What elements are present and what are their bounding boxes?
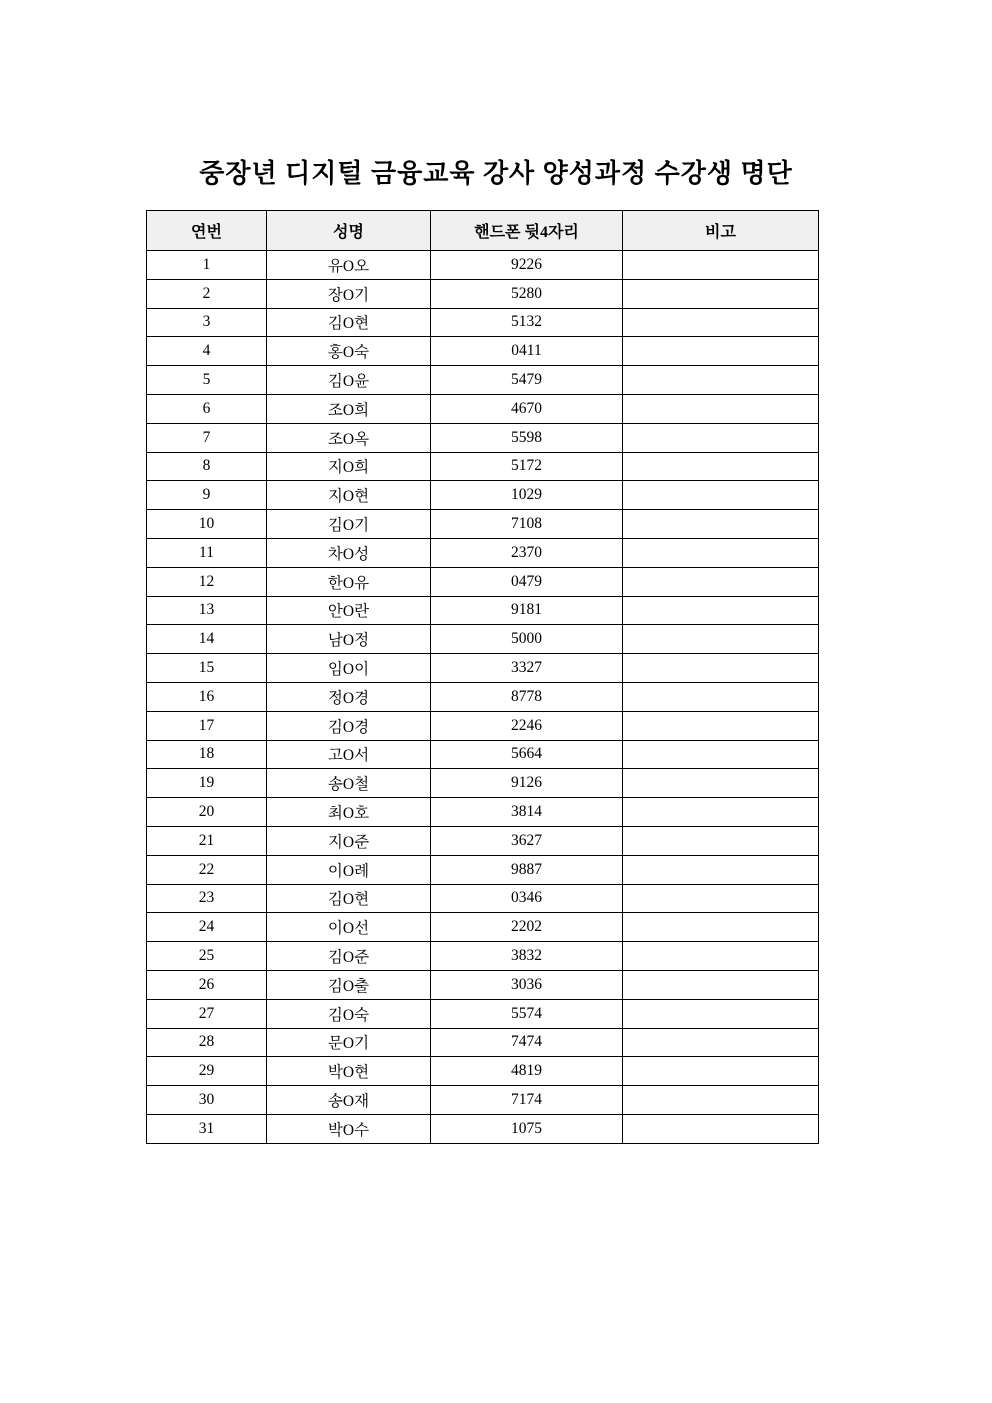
table-row [147, 423, 819, 452]
table-row [147, 913, 819, 942]
cell-note [623, 423, 819, 452]
cell-serial: 6 [147, 394, 267, 423]
table-row [147, 826, 819, 855]
column-header-name: 성명 [267, 211, 431, 251]
cell-serial: 15 [147, 654, 267, 683]
cell-note [623, 884, 819, 913]
cell-phone: 1075 [431, 1114, 623, 1143]
cell-name: 김O현 [267, 308, 431, 337]
cell-note [623, 1057, 819, 1086]
cell-phone: 9226 [431, 251, 623, 280]
table-row [147, 769, 819, 798]
cell-name: 김O윤 [267, 366, 431, 395]
cell-note [623, 999, 819, 1028]
cell-serial: 10 [147, 510, 267, 539]
table-row [147, 740, 819, 769]
cell-note [623, 654, 819, 683]
table-row [147, 999, 819, 1028]
table-row [147, 711, 819, 740]
cell-note [623, 942, 819, 971]
cell-note [623, 1028, 819, 1057]
cell-phone: 3036 [431, 970, 623, 999]
cell-phone: 0346 [431, 884, 623, 913]
cell-serial: 5 [147, 366, 267, 395]
cell-phone: 5172 [431, 452, 623, 481]
cell-serial: 27 [147, 999, 267, 1028]
cell-name: 정O경 [267, 682, 431, 711]
cell-name: 김O경 [267, 711, 431, 740]
table-row [147, 1057, 819, 1086]
cell-serial: 16 [147, 682, 267, 711]
cell-phone: 2202 [431, 913, 623, 942]
cell-serial: 26 [147, 970, 267, 999]
cell-name: 김O기 [267, 510, 431, 539]
cell-name: 조O희 [267, 394, 431, 423]
cell-serial: 25 [147, 942, 267, 971]
cell-phone: 2246 [431, 711, 623, 740]
table-row [147, 538, 819, 567]
cell-phone: 1029 [431, 481, 623, 510]
cell-note [623, 510, 819, 539]
cell-serial: 2 [147, 279, 267, 308]
cell-note [623, 538, 819, 567]
cell-phone: 5574 [431, 999, 623, 1028]
cell-note [623, 625, 819, 654]
cell-note [623, 452, 819, 481]
cell-serial: 4 [147, 337, 267, 366]
cell-name: 박O수 [267, 1114, 431, 1143]
cell-serial: 11 [147, 538, 267, 567]
cell-name: 고O서 [267, 740, 431, 769]
cell-phone: 5598 [431, 423, 623, 452]
cell-name: 최O호 [267, 798, 431, 827]
cell-note [623, 711, 819, 740]
column-header-note: 비고 [623, 211, 819, 251]
cell-serial: 9 [147, 481, 267, 510]
cell-phone: 4819 [431, 1057, 623, 1086]
table-row [147, 798, 819, 827]
cell-serial: 23 [147, 884, 267, 913]
cell-phone: 2370 [431, 538, 623, 567]
cell-serial: 22 [147, 855, 267, 884]
cell-phone: 9887 [431, 855, 623, 884]
cell-phone: 9126 [431, 769, 623, 798]
cell-name: 김O숙 [267, 999, 431, 1028]
cell-name: 유O오 [267, 251, 431, 280]
cell-serial: 21 [147, 826, 267, 855]
table-row [147, 308, 819, 337]
student-table-body [147, 251, 819, 1144]
table-row [147, 596, 819, 625]
cell-serial: 1 [147, 251, 267, 280]
column-header-serial: 연번 [147, 211, 267, 251]
cell-serial: 3 [147, 308, 267, 337]
cell-phone: 0479 [431, 567, 623, 596]
table-row [147, 394, 819, 423]
cell-serial: 14 [147, 625, 267, 654]
cell-serial: 19 [147, 769, 267, 798]
cell-name: 박O현 [267, 1057, 431, 1086]
cell-name: 지O현 [267, 481, 431, 510]
cell-serial: 12 [147, 567, 267, 596]
cell-note [623, 769, 819, 798]
table-row [147, 251, 819, 280]
table-row [147, 337, 819, 366]
table-row [147, 884, 819, 913]
table-row [147, 481, 819, 510]
cell-name: 차O성 [267, 538, 431, 567]
cell-note [623, 251, 819, 280]
table-row [147, 970, 819, 999]
table-row [147, 654, 819, 683]
table-row [147, 510, 819, 539]
table-row [147, 942, 819, 971]
cell-note [623, 337, 819, 366]
cell-note [623, 596, 819, 625]
cell-phone: 5479 [431, 366, 623, 395]
cell-name: 장O기 [267, 279, 431, 308]
cell-serial: 29 [147, 1057, 267, 1086]
cell-note [623, 855, 819, 884]
cell-note [623, 826, 819, 855]
cell-name: 이O선 [267, 913, 431, 942]
cell-name: 송O철 [267, 769, 431, 798]
cell-note [623, 567, 819, 596]
cell-note [623, 394, 819, 423]
cell-phone: 3327 [431, 654, 623, 683]
cell-serial: 28 [147, 1028, 267, 1057]
cell-phone: 5000 [431, 625, 623, 654]
cell-note [623, 913, 819, 942]
cell-phone: 3832 [431, 942, 623, 971]
table-header [147, 211, 819, 251]
table-row [147, 567, 819, 596]
cell-name: 문O기 [267, 1028, 431, 1057]
cell-phone: 7474 [431, 1028, 623, 1057]
cell-serial: 17 [147, 711, 267, 740]
cell-phone: 7174 [431, 1086, 623, 1115]
cell-serial: 20 [147, 798, 267, 827]
table-row [147, 1028, 819, 1057]
cell-name: 지O희 [267, 452, 431, 481]
cell-name: 임O이 [267, 654, 431, 683]
cell-note [623, 682, 819, 711]
cell-serial: 13 [147, 596, 267, 625]
cell-note [623, 1114, 819, 1143]
cell-phone: 3627 [431, 826, 623, 855]
cell-name: 김O현 [267, 884, 431, 913]
table-row [147, 366, 819, 395]
cell-phone: 9181 [431, 596, 623, 625]
cell-phone: 0411 [431, 337, 623, 366]
cell-name: 조O옥 [267, 423, 431, 452]
cell-serial: 18 [147, 740, 267, 769]
cell-note [623, 740, 819, 769]
cell-name: 한O유 [267, 567, 431, 596]
column-header-phone: 핸드폰 뒷4자리 [431, 211, 623, 251]
cell-name: 안O란 [267, 596, 431, 625]
cell-serial: 30 [147, 1086, 267, 1115]
table-row [147, 452, 819, 481]
cell-phone: 8778 [431, 682, 623, 711]
cell-name: 김O준 [267, 942, 431, 971]
cell-note [623, 1086, 819, 1115]
header-row [147, 211, 819, 251]
cell-note [623, 798, 819, 827]
cell-name: 남O정 [267, 625, 431, 654]
table-row [147, 1086, 819, 1115]
cell-note [623, 970, 819, 999]
cell-phone: 3814 [431, 798, 623, 827]
cell-note [623, 481, 819, 510]
table-row [147, 1114, 819, 1143]
cell-note [623, 366, 819, 395]
cell-serial: 24 [147, 913, 267, 942]
cell-phone: 5132 [431, 308, 623, 337]
cell-phone: 7108 [431, 510, 623, 539]
table-row [147, 682, 819, 711]
cell-serial: 31 [147, 1114, 267, 1143]
table-row [147, 625, 819, 654]
student-roster-table [146, 210, 819, 1144]
table-row [147, 279, 819, 308]
table-row [147, 855, 819, 884]
page-title: 중장년 디지털 금융교육 강사 양성과정 수강생 명단 [199, 159, 793, 188]
cell-note [623, 279, 819, 308]
cell-name: 지O준 [267, 826, 431, 855]
cell-serial: 8 [147, 452, 267, 481]
cell-phone: 4670 [431, 394, 623, 423]
cell-serial: 7 [147, 423, 267, 452]
cell-name: 이O례 [267, 855, 431, 884]
cell-name: 송O재 [267, 1086, 431, 1115]
cell-name: 홍O숙 [267, 337, 431, 366]
cell-note [623, 308, 819, 337]
cell-name: 김O출 [267, 970, 431, 999]
cell-phone: 5664 [431, 740, 623, 769]
cell-phone: 5280 [431, 279, 623, 308]
